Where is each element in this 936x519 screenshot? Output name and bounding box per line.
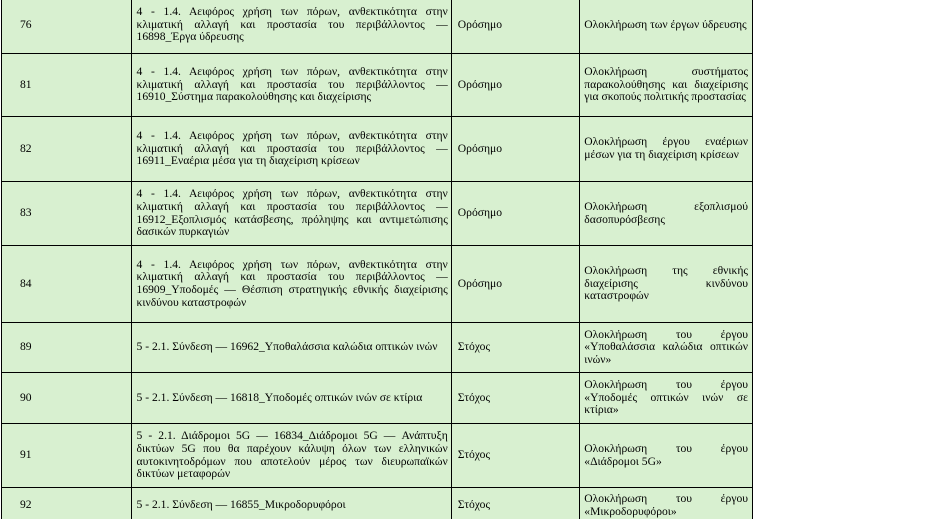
row-number: 84 (2, 246, 132, 323)
expected-result: Ολοκλήρωση εξοπλισμού δασοπυρόσβεσης (580, 182, 753, 246)
measure-description: 5 - 2.1. Σύνδεση — 16855_Μικροδορυφόροι (131, 488, 451, 519)
row-number: 82 (2, 117, 132, 182)
expected-result: Ολοκλήρωση έργου εναέριων μέσων για τη διαχείριση κρίσεων (580, 117, 753, 182)
expected-result: Ολοκλήρωση του έργου «Υποδομές οπτικών ινών σε κτίρια» (580, 373, 753, 424)
expected-result: Ολοκλήρωση του έργου «Υποθαλάσσια καλώδια οπτικών ινών» (580, 323, 753, 373)
indicator-type: Ορόσημο (451, 182, 580, 246)
indicator-type: Στόχος (451, 323, 580, 373)
row-number: 91 (2, 424, 132, 488)
indicator-type: Στόχος (451, 488, 580, 519)
row-number: 81 (2, 54, 132, 117)
table-row (2, 323, 753, 373)
table-row (2, 54, 753, 117)
measure-description: 4 - 1.4. Αειφόρος χρήση των πόρων, ανθεκτικότητα στην κλιματική αλλαγή και προστασία του περιβάλλοντος — 16912_Εξοπλισμός κατάσβεσης, πρόληψης και αντιμετώπισης δασικών πυρκαγιών (131, 182, 451, 246)
measure-description: 4 - 1.4. Αειφόρος χρήση των πόρων, ανθεκτικότητα στην κλιματική αλλαγή και προστασία του περιβάλλοντος — 16910_Σύστημα παρακολούθησης και διαχείρισης (131, 54, 451, 117)
table-row (2, 0, 753, 54)
table-row (2, 424, 753, 488)
row-number: 90 (2, 373, 132, 424)
indicator-type: Ορόσημο (451, 54, 580, 117)
table-row (2, 246, 753, 323)
indicator-type: Ορόσημο (451, 117, 580, 182)
row-number: 92 (2, 488, 132, 519)
expected-result: Ολοκλήρωση του έργου «Διάδρομοι 5G» (580, 424, 753, 488)
table-row (2, 117, 753, 182)
indicator-type: Ορόσημο (451, 246, 580, 323)
expected-result: Ολοκλήρωση της εθνικής διαχείρισης κινδύνου καταστροφών (580, 246, 753, 323)
indicator-type: Ορόσημο (451, 0, 580, 54)
row-number: 89 (2, 323, 132, 373)
measure-description: 4 - 1.4. Αειφόρος χρήση των πόρων, ανθεκτικότητα στην κλιματική αλλαγή και προστασία του περιβάλλοντος — 16909_Υποδομές — Θέσπιση στρατηγικής εθνικής διαχείρισης κινδύνου καταστροφών (131, 246, 451, 323)
measure-description: 4 - 1.4. Αειφόρος χρήση των πόρων, ανθεκτικότητα στην κλιματική αλλαγή και προστασία του περιβάλλοντος — 16898_Έργα ύδρευσης (131, 0, 451, 54)
measure-description: 5 - 2.1. Σύνδεση — 16962_Υποθαλάσσια καλώδια οπτικών ινών (131, 323, 451, 373)
row-number: 76 (2, 0, 132, 54)
table-row (2, 373, 753, 424)
expected-result: Ολοκλήρωση του έργου «Μικροδορυφόροι» (580, 488, 753, 519)
measure-description: 4 - 1.4. Αειφόρος χρήση των πόρων, ανθεκτικότητα στην κλιματική αλλαγή και προστασία του περιβάλλοντος — 16911_Εναέρια μέσα για τη διαχείριση κρίσεων (131, 117, 451, 182)
table-row (2, 182, 753, 246)
indicator-type: Στόχος (451, 424, 580, 488)
indicator-type: Στόχος (451, 373, 580, 424)
row-number: 83 (2, 182, 132, 246)
measure-description: 5 - 2.1. Διάδρομοι 5G — 16834_Διάδρομοι 5G — Ανάπτυξη δικτύων 5G που θα παρέχουν κάλυψη όλων των ελληνικών αυτοκινητοδρόμων που αποτελούν μέρος των διευρωπαϊκών δικτύων μεταφορών (131, 424, 451, 488)
expected-result: Ολοκλήρωση των έργων ύδρευσης (580, 0, 753, 54)
measure-description: 5 - 2.1. Σύνδεση — 16818_Υποδομές οπτικών ινών σε κτίρια (131, 373, 451, 424)
expected-result: Ολοκλήρωση συστήματος παρακολούθησης και διαχείρισης για σκοπούς πολιτικής προστασίας (580, 54, 753, 117)
table-row (2, 488, 753, 519)
milestones-table (1, 0, 753, 519)
